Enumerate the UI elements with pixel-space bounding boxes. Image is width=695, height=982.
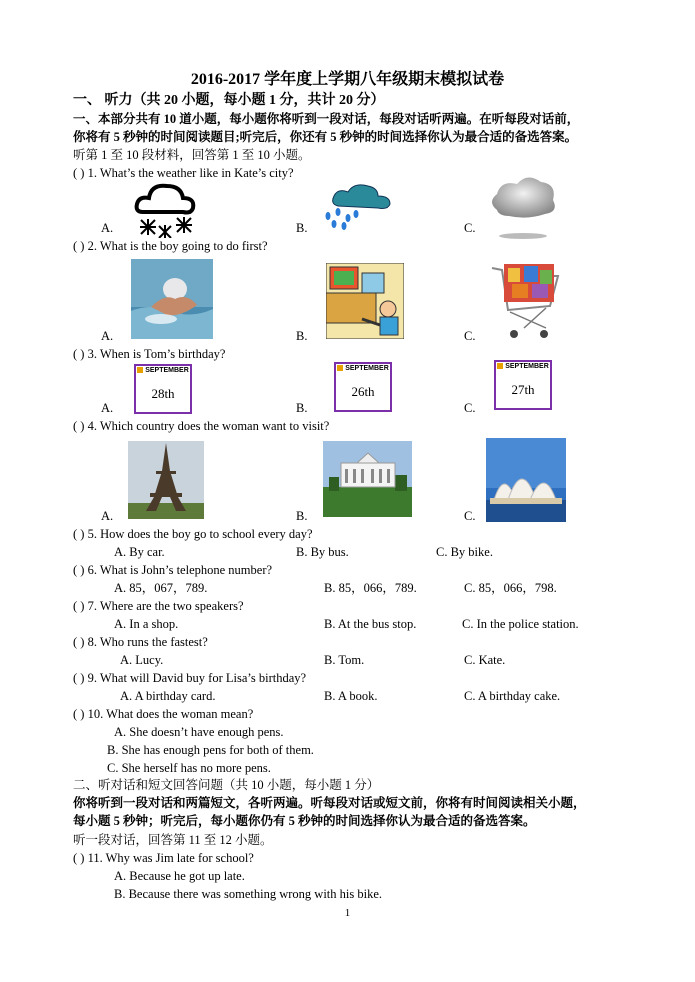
rain-weather-icon: [320, 180, 394, 230]
q9-stem: ( ) 9. What will David buy for Lisa’s birthday?: [73, 671, 307, 685]
q2-option-b: B.: [296, 329, 308, 343]
calendar-card-c: [494, 360, 552, 410]
q3-stem: ( ) 3. When is Tom’s birthday?: [73, 347, 226, 361]
q3-option-a: A.: [101, 401, 114, 415]
section2-instruction-line1: 你将听到一段对话和两篇短文，各听两遍。听每段对话或短文前，你将有时间阅读相关小题，: [73, 796, 586, 810]
page-title: 2016-2017 学年度上学期八年级期末模拟试卷: [190, 71, 505, 88]
q2-option-a: A.: [101, 329, 114, 343]
q8-stem: ( ) 8. Who runs the fastest?: [73, 635, 208, 649]
q8-option-a: A. Lucy.: [120, 653, 164, 667]
q4-option-b: B.: [296, 509, 308, 523]
q7-stem: ( ) 7. Where are the two speakers?: [73, 599, 244, 613]
q7-option-b: B. At the bus stop.: [324, 617, 417, 631]
snow-weather-icon: [133, 180, 197, 238]
eiffel-tower-photo: [128, 441, 204, 519]
q4-option-c: C.: [464, 509, 476, 523]
q9-option-c: C. A birthday cake.: [464, 689, 561, 703]
q7-option-a: A. In a shop.: [114, 617, 179, 631]
q7-option-c: C. In the police station.: [462, 617, 579, 631]
shopping-cart-photo: [484, 262, 562, 342]
boy-watching-tv-cartoon: [326, 263, 404, 339]
q8-option-b: B. Tom.: [324, 653, 365, 667]
section2-heading: 二、听对话和短文回答问题（共 10 小题，每小题 1 分）: [73, 778, 380, 792]
q2-option-c: C.: [464, 329, 476, 343]
q11-option-b: B. Because there was something wrong with his bike.: [114, 887, 383, 901]
calendar-day-a: 28th: [151, 386, 175, 401]
calendar-icon: [337, 365, 343, 371]
section2-note: 听一段对话，回答第 11 至 12 小题。: [73, 833, 273, 847]
calendar-card-b: [334, 362, 392, 412]
q10-option-a: A. She doesn’t have enough pens.: [114, 725, 284, 739]
calendar-card-a: [134, 364, 192, 414]
q1-stem: ( ) 1. What’s the weather like in Kate’s city?: [73, 166, 294, 180]
q1-option-b: B.: [296, 221, 308, 235]
q3-option-b: B.: [296, 401, 308, 415]
q6-option-b: B. 85，066，789.: [324, 581, 417, 595]
calendar-icon: [137, 367, 143, 373]
cloudy-weather-icon: [487, 172, 559, 242]
q5-option-a: A. By car.: [114, 545, 165, 559]
q9-option-b: B. A book.: [324, 689, 378, 703]
calendar-month-label: SEPTEMBER: [336, 364, 390, 374]
q5-stem: ( ) 5. How does the boy go to school every day?: [73, 527, 313, 541]
q1-option-a: A.: [101, 221, 114, 235]
section1-instruction-line2: 你将有 5 秒钟的时间阅读题目;听完后，你还有 5 秒钟的时间选择你认为最合适的备选答案。: [73, 130, 578, 144]
page-number: 1: [344, 907, 351, 919]
q11-option-a: A. Because he got up late.: [114, 869, 245, 883]
calendar-day-b: 26th: [351, 384, 375, 399]
calendar-month-label: SEPTEMBER: [496, 362, 550, 372]
q8-option-c: C. Kate.: [464, 653, 506, 667]
sydney-opera-house-photo: [486, 438, 566, 522]
section1-note: 听第 1 至 10 段材料，回答第 1 至 10 小题。: [73, 148, 311, 162]
q9-option-a: A. A birthday card.: [120, 689, 216, 703]
q10-stem: ( ) 10. What does the woman mean?: [73, 707, 254, 721]
swimmer-photo: [131, 259, 213, 339]
calendar-day-c: 27th: [511, 382, 535, 397]
q6-stem: ( ) 6. What is John’s telephone number?: [73, 563, 273, 577]
section1-heading: 一、 听力（共 20 小题，每小题 1 分，共计 20 分）: [73, 93, 385, 108]
q5-option-c: C. By bike.: [436, 545, 493, 559]
q5-option-b: B. By bus.: [296, 545, 349, 559]
q3-option-c: C.: [464, 401, 476, 415]
q1-option-c: C.: [464, 221, 476, 235]
q11-stem: ( ) 11. Why was Jim late for school?: [73, 851, 254, 865]
white-house-photo: [323, 441, 412, 517]
q10-option-b: B. She has enough pens for both of them.: [107, 743, 314, 757]
q2-stem: ( ) 2. What is the boy going to do first?: [73, 239, 268, 253]
calendar-month-label: SEPTEMBER: [136, 366, 190, 376]
q10-option-c: C. She herself has no more pens.: [107, 761, 271, 775]
q4-option-a: A.: [101, 509, 114, 523]
section2-instruction-line2: 每小题 5 秒钟；听完后，每小题你仍有 5 秒钟的时间选择你认为最合适的备选答案。: [73, 814, 536, 828]
section1-instruction-line1: 一、本部分共有 10 道小题，每小题你将听到一段对话，每段对话听两遍。在听每段对话前，: [73, 112, 580, 126]
calendar-icon: [497, 363, 503, 369]
q4-stem: ( ) 4. Which country does the woman want to visit?: [73, 419, 330, 433]
q6-option-c: C. 85，066，798.: [464, 581, 557, 595]
q6-option-a: A. 85，067，789.: [114, 581, 208, 595]
